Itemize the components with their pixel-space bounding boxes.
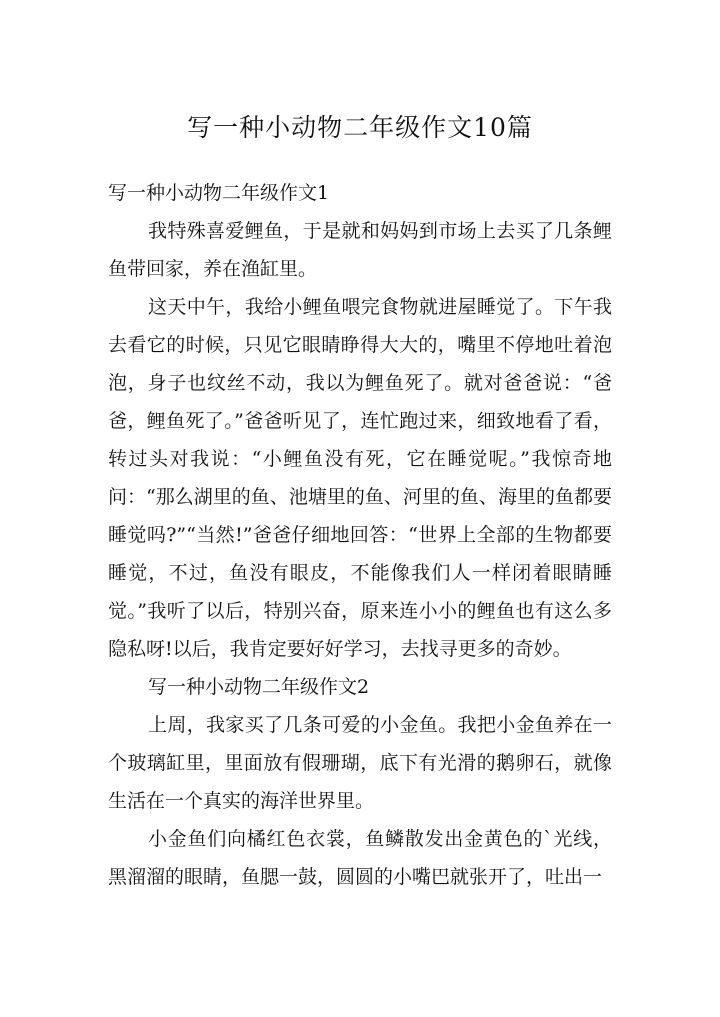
essay-paragraph: 小金鱼们向橘红色衣裳，鱼鳞散发出金黄色的`光线，黑溜溜的眼睛，鱼腮一鼓，圆圆的小嘴巴就张开了，吐出一 xyxy=(108,828,612,888)
essay-paragraph: 我特殊喜爱鲤鱼，于是就和妈妈到市场上去买了几条鲤鱼带回家，养在渔缸里。 xyxy=(108,220,612,280)
essay-paragraph: 上周，我家买了几条可爱的小金鱼。我把小金鱼养在一个玻璃缸里，里面放有假珊瑚，底下有光滑的鹅卵石，就像生活在一个真实的海洋世界里。 xyxy=(108,714,612,812)
essay-paragraph: 这天中午，我给小鲤鱼喂完食物就进屋睡觉了。下午我去看它的时候，只见它眼睛睁得大大的，嘴里不停地吐着泡泡，身子也纹丝不动，我以为鲤鱼死了。就对爸爸说：“爸爸，鲤鱼死了。”爸爸听见了，连忙跑过来，细致地看了看，转过头对我说：“小鲤鱼没有死，它在睡觉呢。”我惊奇地问：“那么湖里的鱼、池塘里的鱼、河里的鱼、海里的鱼都要睡觉吗?”“当然!”爸爸仔细地回答：“世界上全部的生物都要睡觉，不过，鱼没有眼皮，不能像我们人一样闭着眼睛睡觉。”我听了以后，特别兴奋，原来连小小的鲤鱼也有这么多隐私呀!以后，我肯定要好好学习，去找寻更多的奇妙。 xyxy=(108,296,612,660)
essay-heading: 写一种小动物二年级作文1 xyxy=(108,182,330,204)
essay-heading: 写一种小动物二年级作文2 xyxy=(148,676,370,698)
document-body xyxy=(108,174,612,896)
essay-section-1 xyxy=(108,174,612,668)
essay-section-2 xyxy=(108,668,612,896)
document-title: 写一种小动物二年级作文10篇 xyxy=(187,113,533,142)
